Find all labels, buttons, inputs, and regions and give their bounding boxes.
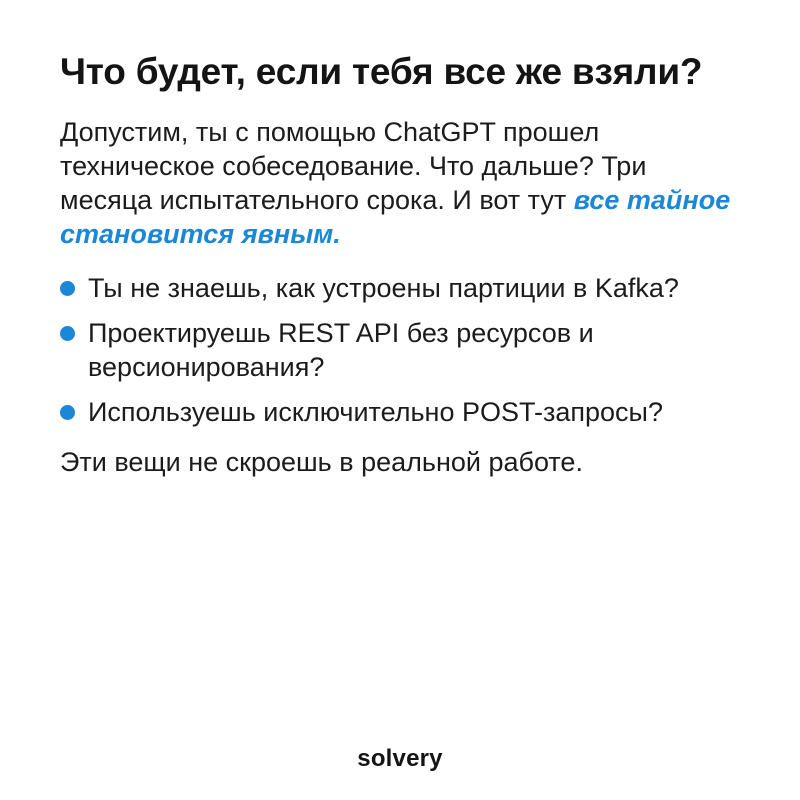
bullet-list — [60, 271, 740, 429]
bullet-text: Ты не знаешь, как устроены партиции в Kafka? — [88, 273, 679, 303]
closing-paragraph: Эти вещи не скроешь в реальной работе. — [60, 447, 583, 477]
bullet-text: Используешь исключительно POST-запросы? — [88, 397, 663, 427]
bullet-item — [60, 395, 740, 429]
bullet-dot-icon — [60, 405, 75, 420]
intro-paragraph — [60, 115, 740, 251]
bullet-dot-icon — [60, 281, 75, 296]
slide-content — [60, 48, 740, 479]
bullet-item — [60, 271, 740, 305]
slide-title: Что будет, если тебя все же взяли? — [60, 51, 703, 92]
brand-logo: solvery — [357, 745, 443, 772]
bullet-dot-icon — [60, 326, 75, 341]
bullet-item — [60, 316, 740, 384]
bullet-text: Проектируешь REST API без ресурсов и версионирования? — [88, 318, 594, 382]
intro-highlight: все тайное становится явным. — [60, 185, 731, 249]
intro-text: Допустим, ты с помощью ChatGPT прошел техническое собеседование. Что дальше? Три месяца испытательного срока. И вот тут — [60, 117, 647, 215]
